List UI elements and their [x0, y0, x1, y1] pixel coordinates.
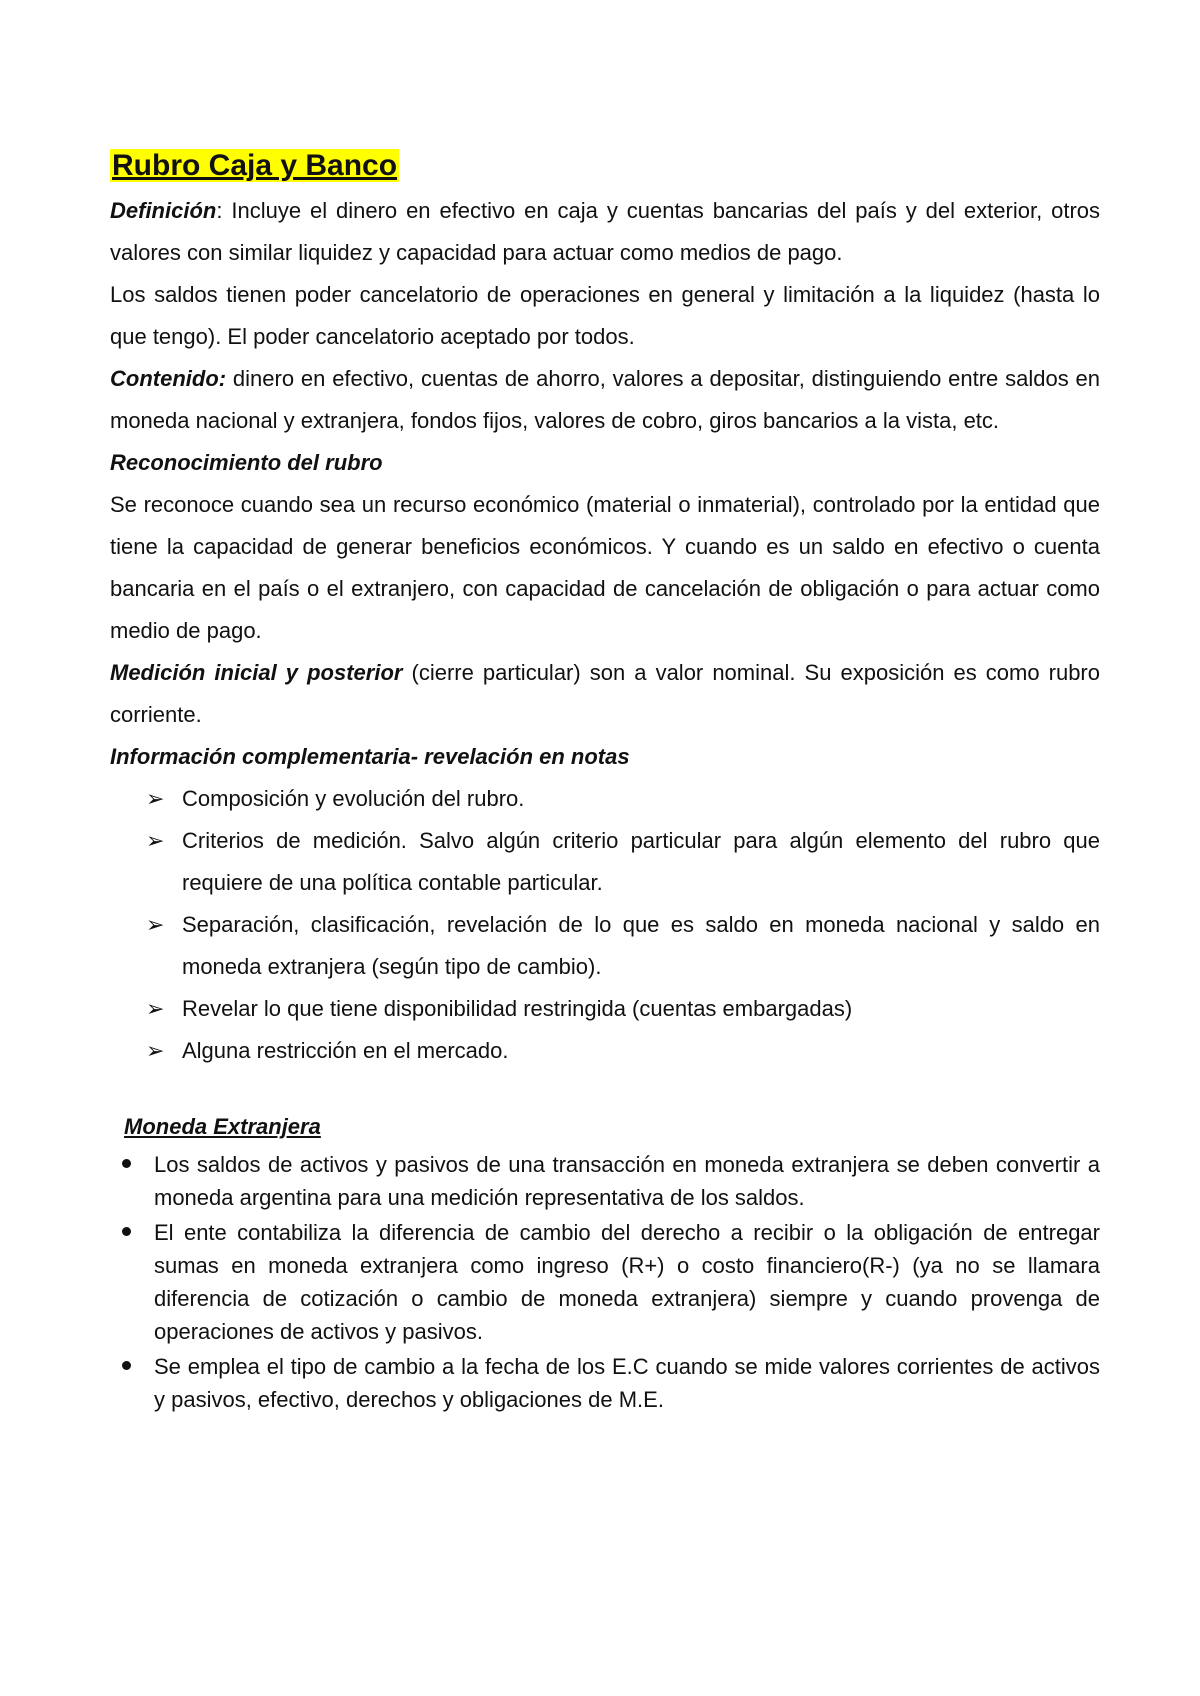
definicion-paragraph [110, 190, 1100, 274]
caja-banco-section [110, 190, 1100, 1072]
list-item [110, 1148, 1100, 1214]
informacion-heading: Información complementaria- revelación en notas [110, 744, 630, 769]
contenido-paragraph [110, 358, 1100, 442]
reconocimiento-paragraph: Se reconoce cuando sea un recurso económico (material o inmaterial), controlado por la entidad que tiene la capacidad de generar beneficios económicos. Y cuando es un saldo en efectivo o cuenta bancaria en el país o el extranjero, con capacidad de cancelación de obligación o para actuar como medio de pago. [110, 492, 1100, 643]
list-item [110, 988, 1100, 1030]
saldos-paragraph: Los saldos tienen poder cancelatorio de operaciones en general y limitación a la liquidez (hasta lo que tengo). El poder cancelatorio aceptado por todos. [110, 282, 1100, 349]
document-content [110, 146, 1100, 1418]
bullet-dot-icon [122, 1227, 131, 1236]
list-item-text: Alguna restricción en el mercado. [182, 1038, 509, 1063]
bullet-dot-icon [122, 1361, 131, 1370]
contenido-label: Contenido: [110, 366, 227, 391]
list-item [110, 1350, 1100, 1416]
list-item-text: Los saldos de activos y pasivos de una transacción en moneda extranjera se deben convertir a moneda argentina para una medición representativa de los saldos. [154, 1152, 1100, 1210]
medicion-text: (cierre particular) son a valor nominal. Su exposición es como rubro corriente. [110, 660, 1100, 727]
list-item-text: Composición y evolución del rubro. [182, 786, 525, 811]
list-item [110, 778, 1100, 820]
list-item-text: El ente contabiliza la diferencia de cambio del derecho a recibir o la obligación de entregar sumas en moneda extranjera como ingreso (R+) o costo financiero(R-) (ya no se llamara diferencia de cotización o cambio de moneda extranjera) siempre y cuando provenga de operaciones de activos y pasivos. [154, 1220, 1100, 1344]
arrow-bullet-icon: ➢ [146, 786, 165, 811]
bullet-dot-icon [122, 1159, 131, 1168]
title-highlight: Rubro Caja y Banco [112, 149, 398, 182]
moneda-heading: Moneda Extranjera [124, 1114, 321, 1139]
arrow-bullet-icon: ➢ [146, 912, 165, 937]
list-item [110, 904, 1100, 988]
definicion-label: Definición [110, 198, 217, 223]
medicion-paragraph [110, 652, 1100, 736]
definicion-text: : Incluye el dinero en efectivo en caja y cuentas bancarias del país y del exterior, otros valores con similar liquidez y capacidad para actuar como medios de pago. [110, 198, 1100, 265]
reconocimiento-heading: Reconocimiento del rubro [110, 450, 383, 475]
list-item-text: Se emplea el tipo de cambio a la fecha de los E.C cuando se mide valores corrientes de activos y pasivos, efectivo, derechos y obligaciones de M.E. [154, 1354, 1100, 1412]
list-item [110, 820, 1100, 904]
moneda-extranjera-section [110, 1112, 1100, 1416]
contenido-text: dinero en efectivo, cuentas de ahorro, valores a depositar, distinguiendo entre saldos en moneda nacional y extranjera, fondos fijos, valores de cobro, giros bancarios a la vista, etc. [110, 366, 1100, 433]
arrow-bullet-icon: ➢ [146, 996, 165, 1021]
list-item [110, 1216, 1100, 1348]
list-item-text: Revelar lo que tiene disponibilidad restringida (cuentas embargadas) [182, 996, 853, 1021]
list-item-text: Separación, clasificación, revelación de lo que es saldo en moneda nacional y saldo en moneda extranjera (según tipo de cambio). [182, 912, 1100, 979]
list-item [110, 1030, 1100, 1072]
arrow-bullet-icon: ➢ [146, 828, 165, 853]
page-title [110, 146, 399, 186]
arrow-bullet-icon: ➢ [146, 1038, 165, 1063]
moneda-list [110, 1148, 1100, 1416]
list-item-text: Criterios de medición. Salvo algún criterio particular para algún elemento del rubro que requiere de una política contable particular. [182, 828, 1100, 895]
informacion-list [110, 778, 1100, 1072]
medicion-label: Medición inicial y posterior [110, 660, 403, 685]
